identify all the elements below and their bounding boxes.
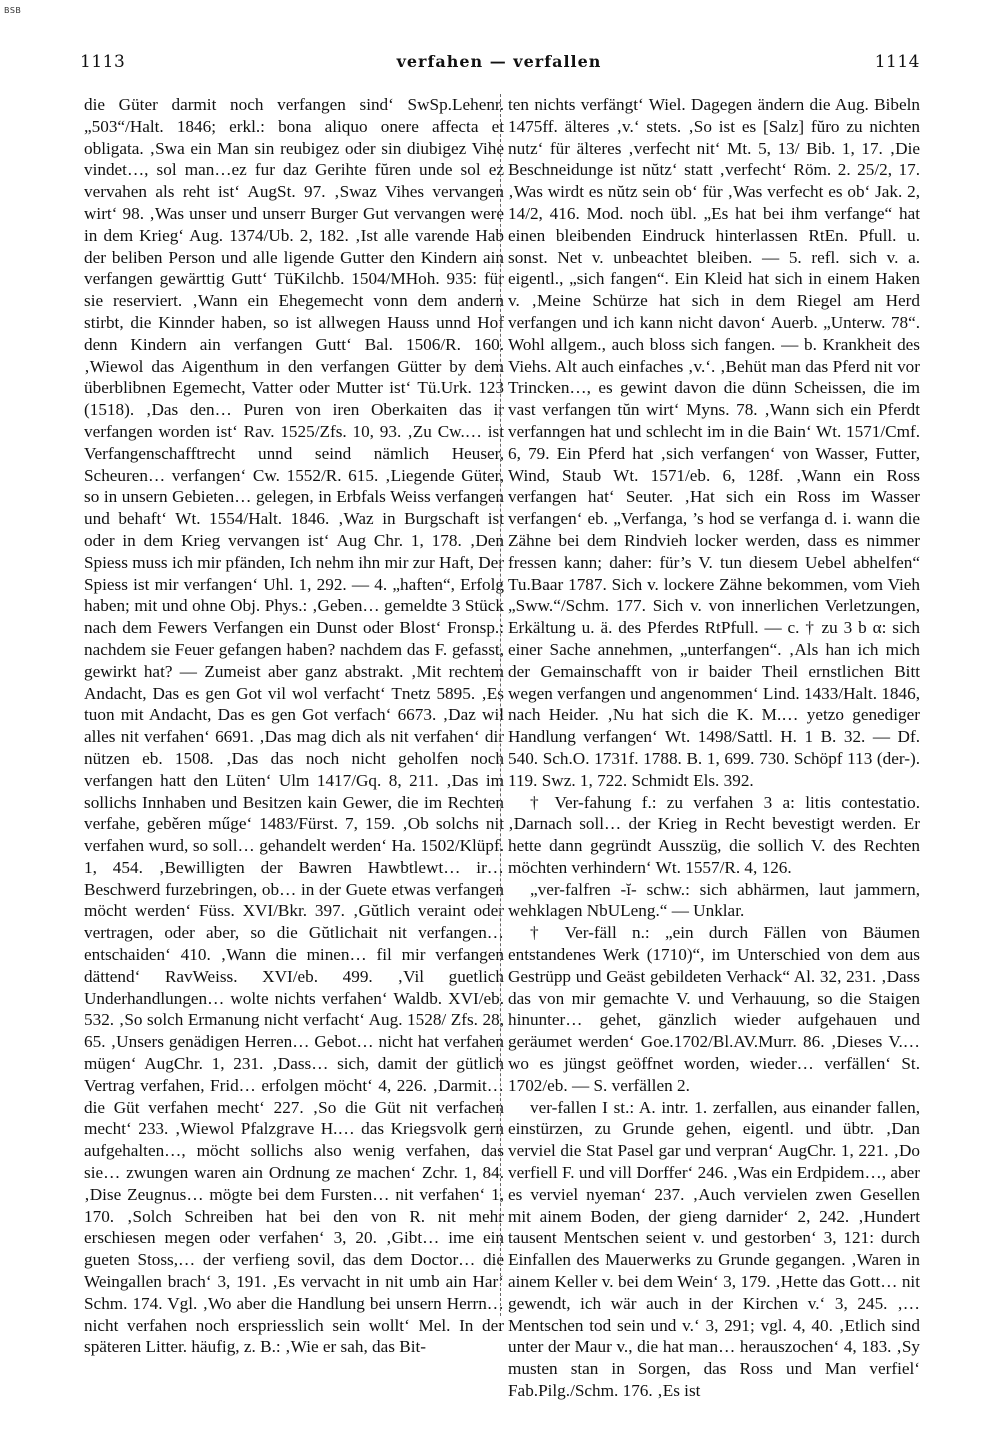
page-number-right: 1114 — [874, 52, 920, 72]
left-column-text: die Güter darmit noch verfangen sind‘ SwSp.Lehenr. „503“/Halt. 1846; erkl.: bona aliquo onere affecta et obligata. ‚Swa ein Man sin reubigez oder sin diubigez Vihe vindet…, sol man…ez fur daz Gerihte fŭren unde sol ez vervahen als reht ist‘ AugSt. 97. ‚Swaz Vihes vervangen wirt‘ 98. ‚Was unser und unserr Burger Gut vervangen were in dem Krieg‘ Aug. 1374/Ub. 2, 182. ‚Ist alle varende Hab der beliben Person und alle ligende Gutter den Kindern ain verfangen gewärttig Gutt‘ TüKilchb. 1504/MHoh. 935: für sie reserviert. ‚Wann ein Ehegemecht vonn dem andern stirbt, die Kinnder haben, so ist allwegen Hauss unnd Hof denn Kindern ain verfangen Gutt‘ Bal. 1506/R. 160. ‚Wiewol das Aigenthum in den verfangen Gütter by dem überblibnen Egemecht, Vatter oder Mutter ist‘ Tü.Urk. 123 (1518). ‚Das den… Puren von iren Oberkaiten das ir verfangen worden ist‘ Rav. 1525/Zfs. 10, 93. ‚Zu Cw.… ist Verfangenschafftrecht unnd seind nämlich Heuser, Scheuren… verfangen‘ Cw. 1552/R. 615. ‚Liegende Güter, so in unsern Gebieten… gelegen, in Erbfals Weiss verfangen und behaft‘ Wt. 1554/Halt. 1846. ‚Waz in Burgschaft ist oder in dem Krieg vervangen ist‘ Aug Chr. 1, 178. ‚Den Spiess muss ich mir pfänden, Ich nehm ihn mir zur Haft, Der Spiess ist mir verfangen‘ Uhl. 1, 292. — 4. „haften“, Erfolg haben; mit und ohne Obj. Phys.: ‚Geben… gemeldte 3 Stück nach dem Fewers Verfangen ein Dunst oder Blost‘ Fronsp.: nachdem sie Feuer gefangen haben? nachdem das F. gefasst, gewirkt hat? — Zumeist aber ganz abstrakt. ‚Mit rechtem Andacht, Das es gen Got vil wol verfacht‘ Tnetz 5895. ‚Es tuon mit Andacht, Das es gen Got verfach‘ 6673. ‚Daz wil alles nit verfahen‘ 6691. ‚Das mag dich als nit verfahen‘ dir nützen eb. 1508. ‚Das das noch nicht geholfen noch verfangen hatt den Lüten‘ Ulm 1417/Gq. 8, 211. ‚Das im sollichs Innhaben und Besitzen kain Gewer, die im Rechten verfahe, geběren műge‘ 1483/Fürst. 7, 159. ‚Ob solchs nit verfahen wurd, so soll… gehandelt werden‘ Ha. 1502/Klüpf. 1, 454. ‚Bewilligten der Bawren Hawbtlewt… ir… Beschwerd furzebringen, ob… in der Guete etwas verfangen möcht werden‘ Füss. XVI/Bkr. 397. ‚Gŭtlich veraint oder vertragen, oder aber, so die Gŭtlichait nit verfangen… entschaiden‘ 410. ‚Wann die minen… fil mir verfangen dättend‘ RavWeiss. XVI/eb. 499. ‚Vil guetlich Underhandlungen… wolte nichts verfahen‘ Waldb. XVI/eb. 532. ‚So solch Ermanung nicht verfacht‘ Aug. 1528/ Zfs. 28, 65. ‚Unsers genädigen Herren… Gebot… nicht hat verfahen mügen‘ AugChr. 1, 231. ‚Dass… sich, damit der gütlich Vertrag verfahen, Frid… erfolgen möcht‘ 4, 226. ‚Darmit… die Güt verfahen mecht‘ 227. ‚So die Güt nit verfachen mecht‘ 233. ‚Wiewol Pfalzgrave H.… das Kriegsvolk gern aufgehalten…, möcht sollichs also wenig verfahen, das sie… zwungen waren ain Ordnung ze machen‘ Zchr. 1, 84. ‚Dise Zeugnus… mögte bei dem Fursten… nit verfahen‘ 1, 170. ‚Solch Schreiben hat bei den von R. nit mehr erschiesen megen oder verfahen‘ 3, 20. ‚Gibt… ime ein gueten Stoss,… der verfieng sovil, das dem Doctor… die Weingallen brach‘ 3, 191. ‚Es vervacht in nit umb ain Har‘ Schm. 174. Vgl. ‚Wo aber die Handlung bei unsern Herrn… nicht verfahen noch erspriesslich sein wollt‘ Mel. In der späteren Litter. häufig, z. B.: ‚Wie er sah, das Bit- — [84, 95, 504, 1357]
left-column — [84, 94, 504, 1358]
entry-verfahung: † Ver-fahung f.: zu verfahen 3 a: litis contestatio. ‚Darnach soll… der Krieg in Recht bevestigt werden. Er hette dann gegründt Ausszüg, die sollich V. des Rechten möchten verhindern‘ Wt. 1557/R. 4, 126. — [508, 792, 920, 877]
right-column — [508, 94, 920, 1402]
page-number-left: 1113 — [80, 52, 126, 72]
entry-verfaell: † Ver-fäll n.: „ein durch Fällen von Bäumen entstandenes Werk (1710)“, im Unterschied von dem aus Gestrüpp und Geäst gebildeten Verhack“ Al. 32, 231. ‚Dass das von mir gemachte V. und Verhauung, so die Staigen hinunter… gehet, gänzlich wieder aufgehauen und geräumet werden‘ Goe.1702/Bl.AV.Murr. 86. ‚Dieses V.… wo es jüngst geöffnet worden, wieder… verfällen‘ St. 1702/eb. — S. verfällen 2. — [508, 923, 920, 1095]
entry-verfahen-continued: ten nichts verfängt‘ Wiel. Dagegen ändern die Aug. Bibeln 1475ff. älteres ‚v.‘ stets. ‚So ist es [Salz] fŭro zu nichten nutz‘ für älteres ‚verfecht nit‘ Mt. 5, 13/ Bib. 1, 17. ‚Die Beschneidunge ist nŭtz‘ statt ‚verfecht‘ Röm. 2. 25/2, 17. ‚Was wirdt es nŭtz sein ob‘ für ‚Was verfecht es ob‘ Jak. 2, 14/2, 416. Mod. noch übl. „Es hat bei ihm verfange“ hat einen bleibenden Eindruck hinterlassen RtEn. Pfull. u. sonst. Net v. unbeachtet bleiben. — 5. refl. sich v. a. eigentl., „sich fangen“. Ein Kleid hat sich in einem Haken v. ‚Meine Schürze hat sich in dem Riegel am Herd verfangen und ich kann nicht davon‘ Auerb. „Unterw. 78“. Wohl allgem., auch bloss sich fangen. — b. Krankheit des Viehs. Alt auch einfaches ‚v.‘. ‚Behüt man das Pferd nit vor Trincken…, es gewint davon die dünn Scheissen, die im vast verfangen tŭn wirt‘ Myns. 78. ‚Wann sich ein Pferdt verfanngen hat und schlecht im in die Bain‘ Wt. 1571/Cmf. 6, 79. Ein Pferd hat ‚sich verfangen‘ von Wasser, Futter, Wind, Staub Wt. 1571/eb. 6, 128f. ‚Wann ein Ross verfangen hat‘ Seuter. ‚Hat sich ein Ross im Wasser verfangen‘ eb. „Verfanga, ’s hod se verfanga d. i. wann die Zähne bei dem Rindvieh locker werden, dass es nimmer fressen kann; daher: für’s V. tun diesem Uebel abhelfen“ Tu.Baar 1787. Sich v. lockere Zähne bekommen, vom Vieh „Sww.“/Schm. 177. Sich v. von innerlichen Verletzungen, Erkältung u. ä. des Pferdes RtPfull. — c. † zu 3 b α: sich einer Sache annehmen, „unterfangen“. ‚Als han ich mich der Gemainschafft von ir baider Theil ernstlichen Bitt wegen verfangen und angenommen‘ Lind. 1433/Halt. 1846, nach Heider. ‚Nu hat sich die K. M.… yetzo genediger Handlung verfangen‘ Wt. 1498/Sattl. H. 1 B. 32. — Df. 540. Sch.O. 1731f. 1788. B. 1, 699. 730. Schöpf 113 (der-). 119. Swz. 1, 722. Schmidt Els. 392. — [508, 95, 920, 790]
entry-verfalfren: „ver-falfren -ĭ- schw.: sich abhärmen, laut jammern, wehklagen NbULeng.“ — Unklar. — [508, 879, 920, 921]
running-headword: verfahen — verfallen — [396, 52, 602, 71]
column-divider — [500, 94, 501, 1316]
entry-verfallen: ver-fallen I st.: A. intr. 1. zerfallen, aus einander fallen, einstürzen, zu Grunde gehen, eigentl. und übtr. ‚Dan verviel die Stat Pasel gar und verpran‘ AugChr. 1, 221. ‚Do verfiell F. und vill Dorffer‘ 246. ‚Was ein Erdpidem…, aber es verviel nyeman‘ 237. ‚Auch vervielen zwen Gesellen mit ainem Boden, der gieng darnider‘ 2, 242. ‚Hundert tausent Mentschen seient v. und gestorben‘ 3, 121: durch Einfallen des Mauerwerks zu Grunde gegangen. ‚Waren in ainem Keller v. bei dem Wein‘ 3, 179. ‚Hette das Gott… nit gewendt, ich wär auch in der Kirchen v.‘ 3, 245. ‚… Mentschen tod sein und v.‘ 3, 291; vgl. 4, 40. ‚Etlich sind unter der Maur v., die hat man… herauszochen‘ 4, 183. ‚Sy musten stan in Sorgen, das Ross und Man verfiel‘ Fab.Pilg./Schm. 176. ‚Es ist — [508, 1097, 920, 1401]
library-stamp: BSB — [4, 6, 22, 15]
page-header — [78, 52, 920, 76]
